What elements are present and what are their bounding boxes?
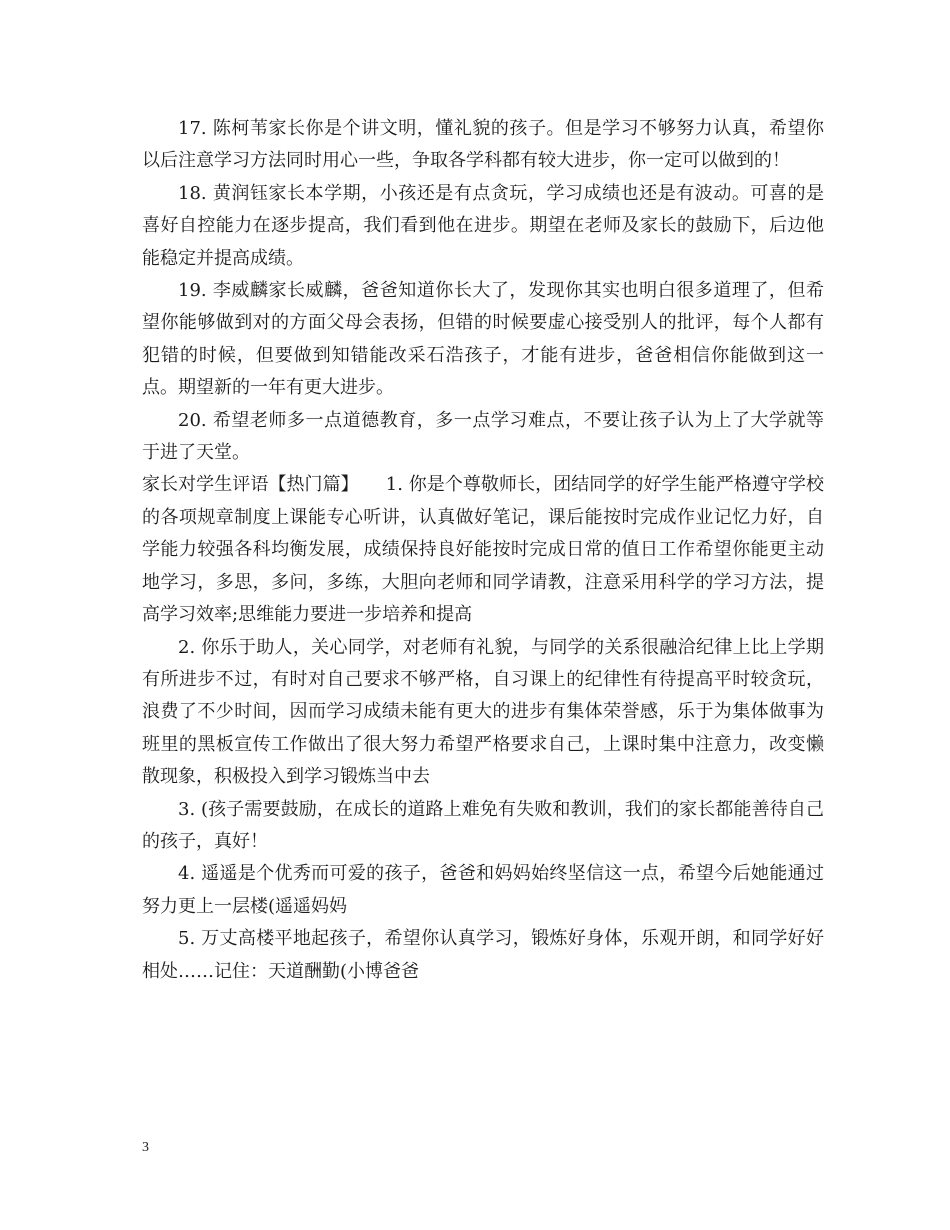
section-hot-paragraph-1: 家长对学生评语【热门篇】 1. 你是个尊敬师长，团结同学的好学生能严格遵守学校的各项规章制度上课能专心听讲，认真做好笔记，课后能按时完成作业记忆力好，自学能力较强各科均衡发展，成绩保持良好能按时完成日常的值日工作希望你能更主动地学习，多思，多问，多练，大胆向老师和同学请教，注意采用科学的学习方法，提高学习效率;思维能力要进一步培养和提高: [142, 474, 824, 626]
paragraph-18: 18. 黄润钰家长本学期，小孩还是有点贪玩，学习成绩也还是有波动。可喜的是喜好自控能力在逐步提高，我们看到他在进步。期望在老师及家长的鼓励下，后边他能稳定并提高成绩。: [142, 182, 824, 269]
paragraph-17: 17. 陈柯苇家长你是个讲文明，懂礼貌的孩子。但是学习不够努力认真，希望你以后注意学习方法同时用心一些，争取各学科都有较大进步，你一定可以做到的！: [142, 118, 824, 172]
page-number: 3: [142, 1140, 149, 1155]
section-hot-paragraph-3: 3. (孩子需要鼓励，在成长的道路上难免有失败和教训，我们的家长都能善待自己的孩子，真好！: [142, 798, 824, 852]
paragraph-19: 19. 李威麟家长威麟，爸爸知道你长大了，发现你其实也明白很多道理了，但希望你能够做到对的方面父母会表扬，但错的时候要虚心接受别人的批评，每个人都有犯错的时候，但要做到知错能改采石浩孩子，才能有进步，爸爸相信你能做到这一点。期望新的一年有更大进步。: [142, 280, 824, 399]
section-hot-paragraph-5: 5. 万丈高楼平地起孩子，希望你认真学习，锻炼好身体，乐观开朗，和同学好好相处……记住：天道酬勤(小博爸爸: [142, 928, 824, 982]
section-hot-paragraph-2: 2. 你乐于助人，关心同学，对老师有礼貌，与同学的关系很融洽纪律上比上学期有所进步不过，有时对自己要求不够严格，自习课上的纪律性有待提高平时较贪玩，浪费了不少时间，因而学习成绩未能有更大的进步有集体荣誉感，乐于为集体做事为班里的黑板宣传工作做出了很大努力希望严格要求自己，上课时集中注意力，改变懒散现象，积极投入到学习锻炼当中去: [142, 636, 824, 788]
section-hot-paragraph-4: 4. 遥遥是个优秀而可爱的孩子，爸爸和妈妈始终坚信这一点，希望今后她能通过努力更上一层楼(遥遥妈妈: [142, 863, 824, 917]
document-body: [142, 113, 824, 988]
paragraph-20: 20. 希望老师多一点道德教育，多一点学习难点，不要让孩子认为上了大学就等于进了天堂。: [142, 409, 824, 464]
